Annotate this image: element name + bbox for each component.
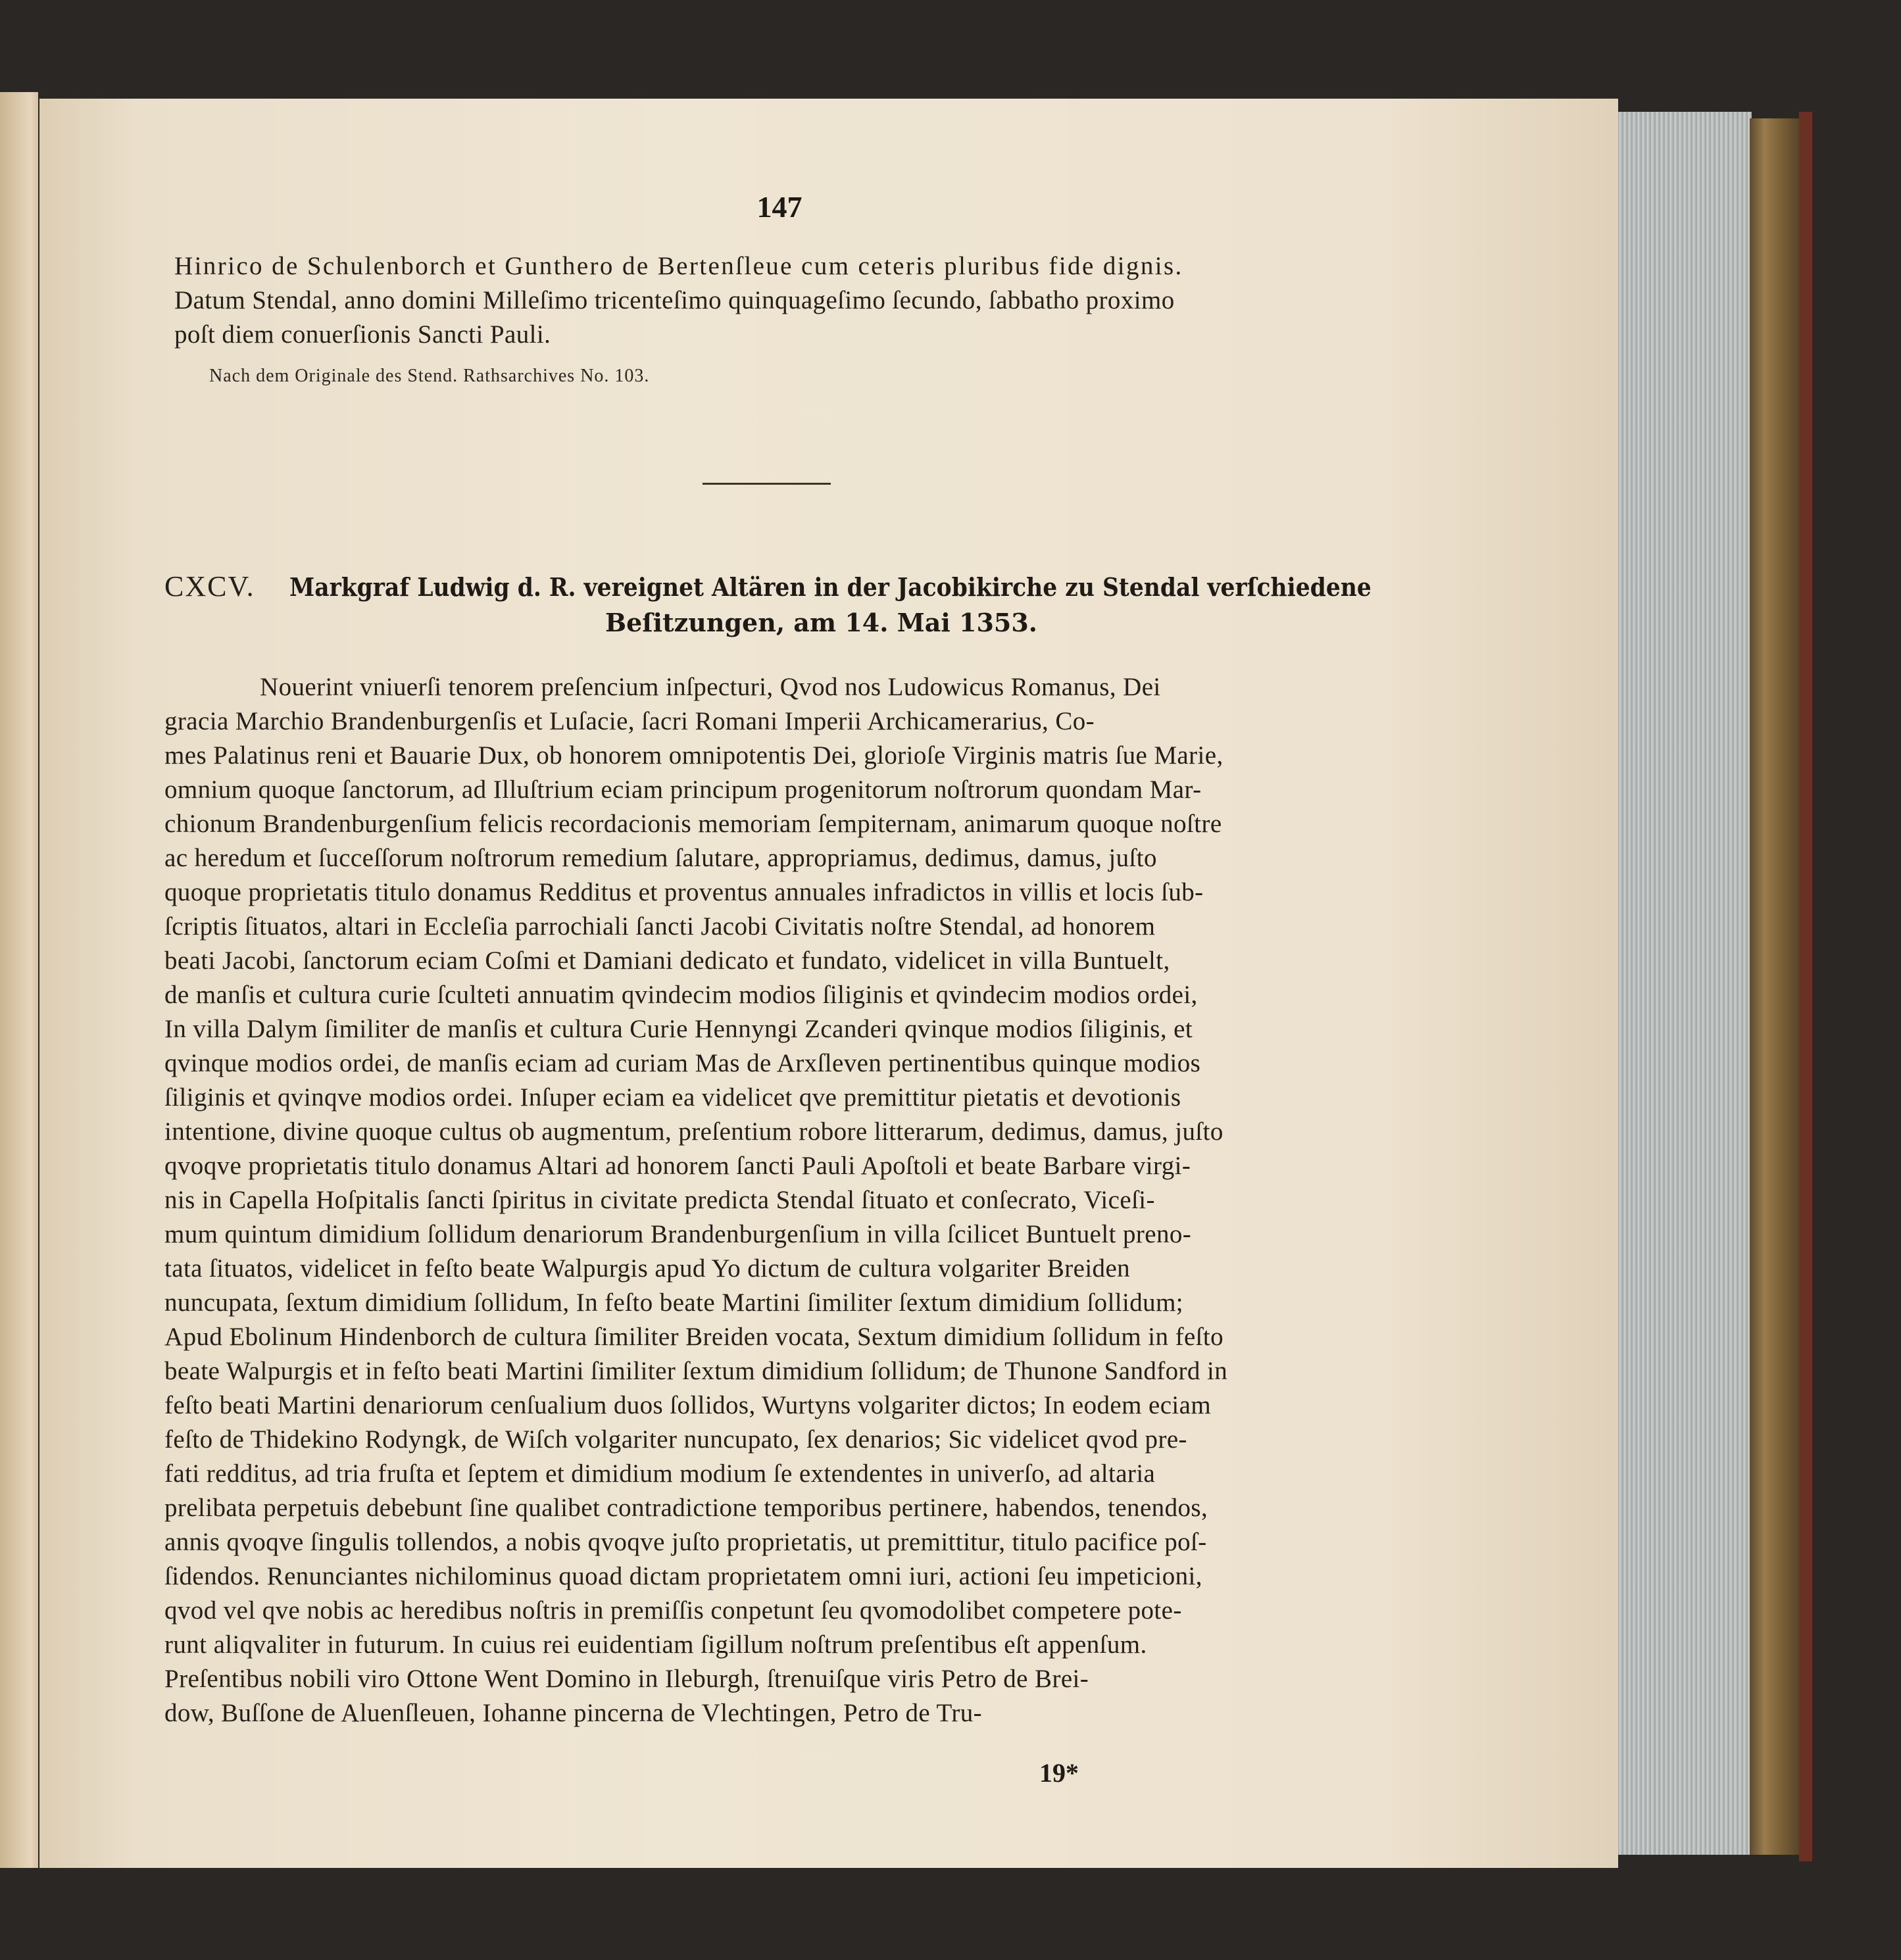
book-page-edges — [1615, 112, 1752, 1855]
text-line: quoque proprietatis titulo donamus Redditus et proventus annuales infradictos in villis et locis ſub- — [164, 878, 1204, 906]
text-line: annis qvoqve ſingulis tollendos, a nobis qvoqve juſto proprietatis, ut premittitur, titulo pacifice poſ- — [164, 1528, 1207, 1556]
text-line: mum quintum dimidium ſollidum denariorum Brandenburgenſium in villa ſcilicet Buntuelt preno- — [164, 1220, 1192, 1248]
text-line: omnium quoque ſanctorum, ad Illuſtrium eciam principum progenitorum noſtrorum quondam Mar- — [164, 775, 1202, 804]
text-line: qvinque modios ordei, de manſis eciam ad curiam Mas de Arxſleven pertinentibus quinque modios — [164, 1049, 1201, 1077]
text-line: Hinrico de Schulenborch et Gunthero de Bertenſleue cum ceteris pluribus fide dignis. — [174, 252, 1183, 280]
text-line: poſt diem conuerſionis Sancti Pauli. — [174, 320, 551, 349]
document-title-line-2: Beſitzungen, am 14. Mai 1353. — [605, 608, 1038, 637]
text-line: intentione, divine quoque cultus ob augmentum, preſentium robore litterarum, dedimus, damus, juſto — [164, 1117, 1223, 1146]
text-line: Preſentibus nobili viro Ottone Went Domino in Ileburgh, ſtrenuiſque viris Petro de Brei- — [164, 1665, 1089, 1693]
text-line: chionum Brandenburgenſium felicis recordacionis memoriam ſempiternam, animarum quoque noſtre — [164, 810, 1222, 838]
text-line: Datum Stendal, anno domini Milleſimo tricenteſimo quinquageſimo ſecundo, ſabbatho proximo — [174, 286, 1175, 314]
signature-mark: 19* — [1039, 1758, 1079, 1788]
text-line: In villa Dalym ſimiliter de manſis et cultura Curie Hennyngi Zcanderi qvinque modios ſiliginis, et — [164, 1015, 1193, 1043]
text-line: feſto beati Martini denariorum cenſualium duos ſollidos, Wurtyns volgariter dictos; In eodem eciam — [164, 1391, 1212, 1419]
text-line: ſiliginis et qvinqve modios ordei. Inſuper eciam ea videlicet qve premittitur pietatis et devotionis — [164, 1083, 1181, 1112]
text-line: Apud Ebolinum Hindenborch de cultura ſimiliter Breiden vocata, Sextum dimidium ſollidum in feſto — [164, 1323, 1224, 1351]
book-cover-marbled — [1750, 118, 1799, 1855]
text-line: nuncupata, ſextum dimidium ſollidum, In feſto beate Martini ſimiliter ſextum dimidium ſollidum; — [164, 1288, 1184, 1317]
text-line: fati redditus, ad tria fruſta et ſeptem et dimidium modium ſe extendentes in univerſo, ad altaria — [164, 1459, 1156, 1488]
text-line: dow, Buſſone de Aluenſleuen, Iohanne pincerna de Vlechtingen, Petro de Tru- — [164, 1699, 983, 1727]
book-spine-leather — [1799, 112, 1812, 1861]
text-line: gracia Marchio Brandenburgenſis et Luſacie, ſacri Romani Imperii Archicamerarius, Co- — [164, 707, 1095, 735]
document-number: CXCV. — [164, 570, 255, 602]
text-line: runt aliqvaliter in futurum. In cuius rei euidentiam ſigillum noſtrum preſentibus eſt appenſum. — [164, 1630, 1147, 1659]
text-line: mes Palatinus reni et Bauarie Dux, ob honorem omnipotentis Dei, glorioſe Virginis matris ſue Marie, — [164, 741, 1223, 770]
text-line: ſidendos. Renunciantes nichilominus quoad dictam proprietatem omni iuri, actioni ſeu impeticioni, — [164, 1562, 1202, 1590]
text-line: ſcriptis ſituatos, altari in Eccleſia parrochiali ſancti Jacobi Civitatis noſtre Stendal, ad honorem — [164, 912, 1156, 941]
text-line: tata ſituatos, videlicet in feſto beate Walpurgis apud Yo dictum de cultura volgariter Breiden — [164, 1254, 1131, 1283]
text-line: nis in Capella Hoſpitalis ſancti ſpiritus in civitate predicta Stendal ſituato et conſecrato, Viceſi- — [164, 1186, 1155, 1214]
text-line: ac heredum et ſucceſſorum noſtrorum remedium ſalutare, appropriamus, dedimus, damus, juſto — [164, 844, 1157, 872]
text-line: beate Walpurgis et in feſto beati Martini ſimiliter ſextum dimidium ſollidum; de Thunone Sandford in — [164, 1357, 1228, 1385]
text-line: qvod vel qve nobis ac heredibus noſtris in premiſſis conpetunt ſeu qvomodolibet competere pote- — [164, 1596, 1182, 1625]
facing-page-edge — [0, 92, 38, 1868]
page-number: 147 — [756, 190, 802, 224]
text-line: prelibata perpetuis debebunt ſine qualibet contradictione temporibus pertinere, habendos, tenendos, — [164, 1494, 1208, 1522]
text-line: de manſis et cultura curie ſculteti annuatim qvindecim modios ſiliginis et qvindecim modios ordei, — [164, 981, 1198, 1009]
document-title-line-1: Markgraf Ludwig d. R. vereignet Altären in der Jacobikirche zu Stendal verſchiedene — [289, 572, 1371, 602]
text-line: feſto de Thidekino Rodyngk, de Wiſch volgariter nuncupato, ſex denarios; Sic videlicet qvod pre- — [164, 1425, 1187, 1454]
text-line: qvoqve proprietatis titulo donamus Altari ad honorem ſancti Pauli Apoſtoli et beate Barbare virgi- — [164, 1152, 1191, 1180]
text-line: Nouerint vniuerſi tenorem preſencium inſpecturi, Qvod nos Ludowicus Romanus, Dei — [260, 673, 1161, 701]
section-divider — [703, 483, 831, 485]
source-note: Nach dem Originale des Stend. Rathsarchives No. 103. — [209, 366, 650, 386]
text-line: beati Jacobi, ſanctorum eciam Coſmi et Damiani dedicato et fundato, videlicet in villa Buntuelt, — [164, 946, 1170, 975]
